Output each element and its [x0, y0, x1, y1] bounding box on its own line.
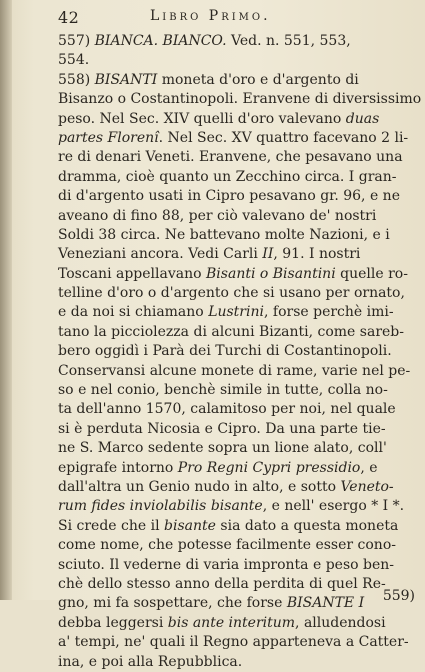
text-run: ina, e poi alla Repubblica. [58, 653, 243, 670]
text-run: sciuto. Il vederne di varia impronta e peso ben- [58, 556, 394, 573]
italic-text-run: II [262, 246, 274, 263]
text-line [58, 633, 409, 652]
text-run: Toscani appellavano [58, 265, 207, 282]
italic-text-run: BIANCA. BIANCO. [94, 33, 227, 49]
text-run: , 91. I nostri [273, 246, 361, 263]
text-line [58, 51, 400, 70]
text-line [58, 517, 400, 536]
text-run: di d'argento usati in Cipro pesavano gr. 96, e ne [58, 188, 400, 205]
text-line [58, 90, 422, 109]
text-line [58, 400, 400, 419]
text-line [58, 148, 403, 167]
text-run: come nome, che potesse facilmente esser cono- [58, 537, 396, 554]
text-run: e da noi si chiamano [58, 304, 209, 321]
text-run: a' tempi, ne' quali il Regno apparteneva a Catter- [58, 634, 409, 651]
text-run: 554. [58, 52, 90, 69]
page-number: 42 [58, 8, 80, 27]
text-line [58, 439, 400, 458]
text-run: ta dell'anno 1570, calamitoso per noi, nel quale [58, 401, 396, 418]
text-line [58, 362, 411, 381]
text-run: tano la picciolezza di alcuni Bizanti, come sareb- [58, 323, 404, 340]
italic-text-run: BISANTI [94, 71, 158, 88]
text-run: sia dato a questa moneta [215, 517, 399, 534]
text-run: Veneziani ancora. Vedi Carli [58, 246, 263, 263]
text-run: . Nel Sec. XV quattro facevano 2 li- [158, 129, 409, 146]
text-run: , e nell' esergo * I *. [262, 498, 405, 515]
text-run: so e nel conio, benchè simile in tutte, colla no- [58, 382, 388, 399]
text-line [58, 478, 400, 497]
text-line [58, 614, 400, 633]
text-run: moneta d'oro e d'argento di [157, 71, 359, 88]
text-run: si è perduta Nicosia e Cipro. Da una parte tie- [58, 420, 386, 437]
text-run: Conservansi alcune monete di rame, varie nel pe- [58, 362, 411, 379]
text-line [58, 265, 408, 284]
text-run: chè dello stesso anno della perdita di quel Re- [58, 575, 386, 592]
italic-text-run: Pro Regni Cypri pressidio [177, 459, 361, 476]
text-line [58, 459, 400, 478]
text-run: aveano di fino 88, per ciò valevano de' nostri [58, 207, 377, 224]
text-line [58, 303, 400, 322]
text-run: dramma, cioè quanto un Zecchino circa. I gran- [58, 168, 397, 185]
text-run: telline d'oro o d'argento che si usano per ornato, [58, 285, 405, 302]
text-line [58, 129, 409, 148]
italic-text-run: partes Florenî [58, 129, 159, 146]
text-run: re di denari Veneti. Eranvene, che pesavano una [58, 149, 403, 166]
text-run: 558) [58, 71, 95, 88]
text-run: , alludendosi [295, 614, 386, 631]
text-run: dall'altra un Genio nudo in alto, e sotto [58, 478, 341, 495]
text-run: ne S. Marco sedente sopra un lione alato, coll' [58, 440, 387, 457]
text-run: Bisanzo o Costantinopoli. Eranvene di diversissimo [58, 91, 422, 108]
text-line [58, 575, 400, 594]
text-run: , forse perchè imi- [263, 304, 394, 321]
text-run: epigrafe intorno [58, 459, 178, 476]
text-run: peso. Nel Sec. XIV quelli d'oro valevano [58, 110, 346, 127]
text-line [58, 168, 400, 187]
italic-text-run: duas [345, 110, 380, 127]
running-title: Libro Primo. [150, 8, 271, 24]
text-line [58, 594, 400, 613]
text-run: gno, mi fa sospettare, che forse [58, 595, 287, 612]
next-entry-number-fragment: 559) [382, 588, 415, 604]
text-line [58, 497, 405, 516]
text-line [58, 245, 400, 264]
italic-text-run: Bisanti o Bisantini [206, 265, 336, 282]
italic-text-run: Veneto- [340, 478, 394, 495]
text-run: 557) [58, 33, 95, 49]
text-line [58, 110, 400, 129]
text-line [58, 536, 400, 555]
italic-text-run: rum fides inviolabilis bisante [58, 498, 263, 515]
italic-text-run: bis ante interitum [167, 614, 296, 631]
text-line [58, 556, 400, 575]
text-run: , e [360, 459, 378, 476]
italic-text-run: BISANTE I [286, 595, 365, 612]
italic-text-run: Lustrini [208, 304, 264, 321]
text-run: debba leggersi [58, 614, 168, 631]
text-line [58, 342, 400, 361]
page-gutter-shadow [0, 0, 12, 600]
text-run: Si crede che il [58, 517, 165, 534]
text-run: Ved. n. 551, 553, [226, 33, 351, 49]
text-run: quelle ro- [335, 265, 408, 282]
italic-text-run: bisante [164, 517, 216, 534]
text-line [58, 284, 405, 303]
text-line [58, 207, 400, 226]
text-line [58, 381, 400, 400]
text-line [58, 653, 400, 672]
text-line [58, 71, 400, 90]
text-run: Soldi 38 circa. Ne battevano molte Nazioni, e i [58, 226, 390, 243]
text-line [58, 323, 404, 342]
text-line [58, 226, 400, 245]
text-line [58, 187, 400, 206]
text-line [58, 32, 400, 51]
text-run: bero oggidì i Parà dei Turchi di Costantinopoli. [58, 343, 392, 360]
text-line [58, 420, 400, 439]
entry-text [58, 32, 422, 672]
